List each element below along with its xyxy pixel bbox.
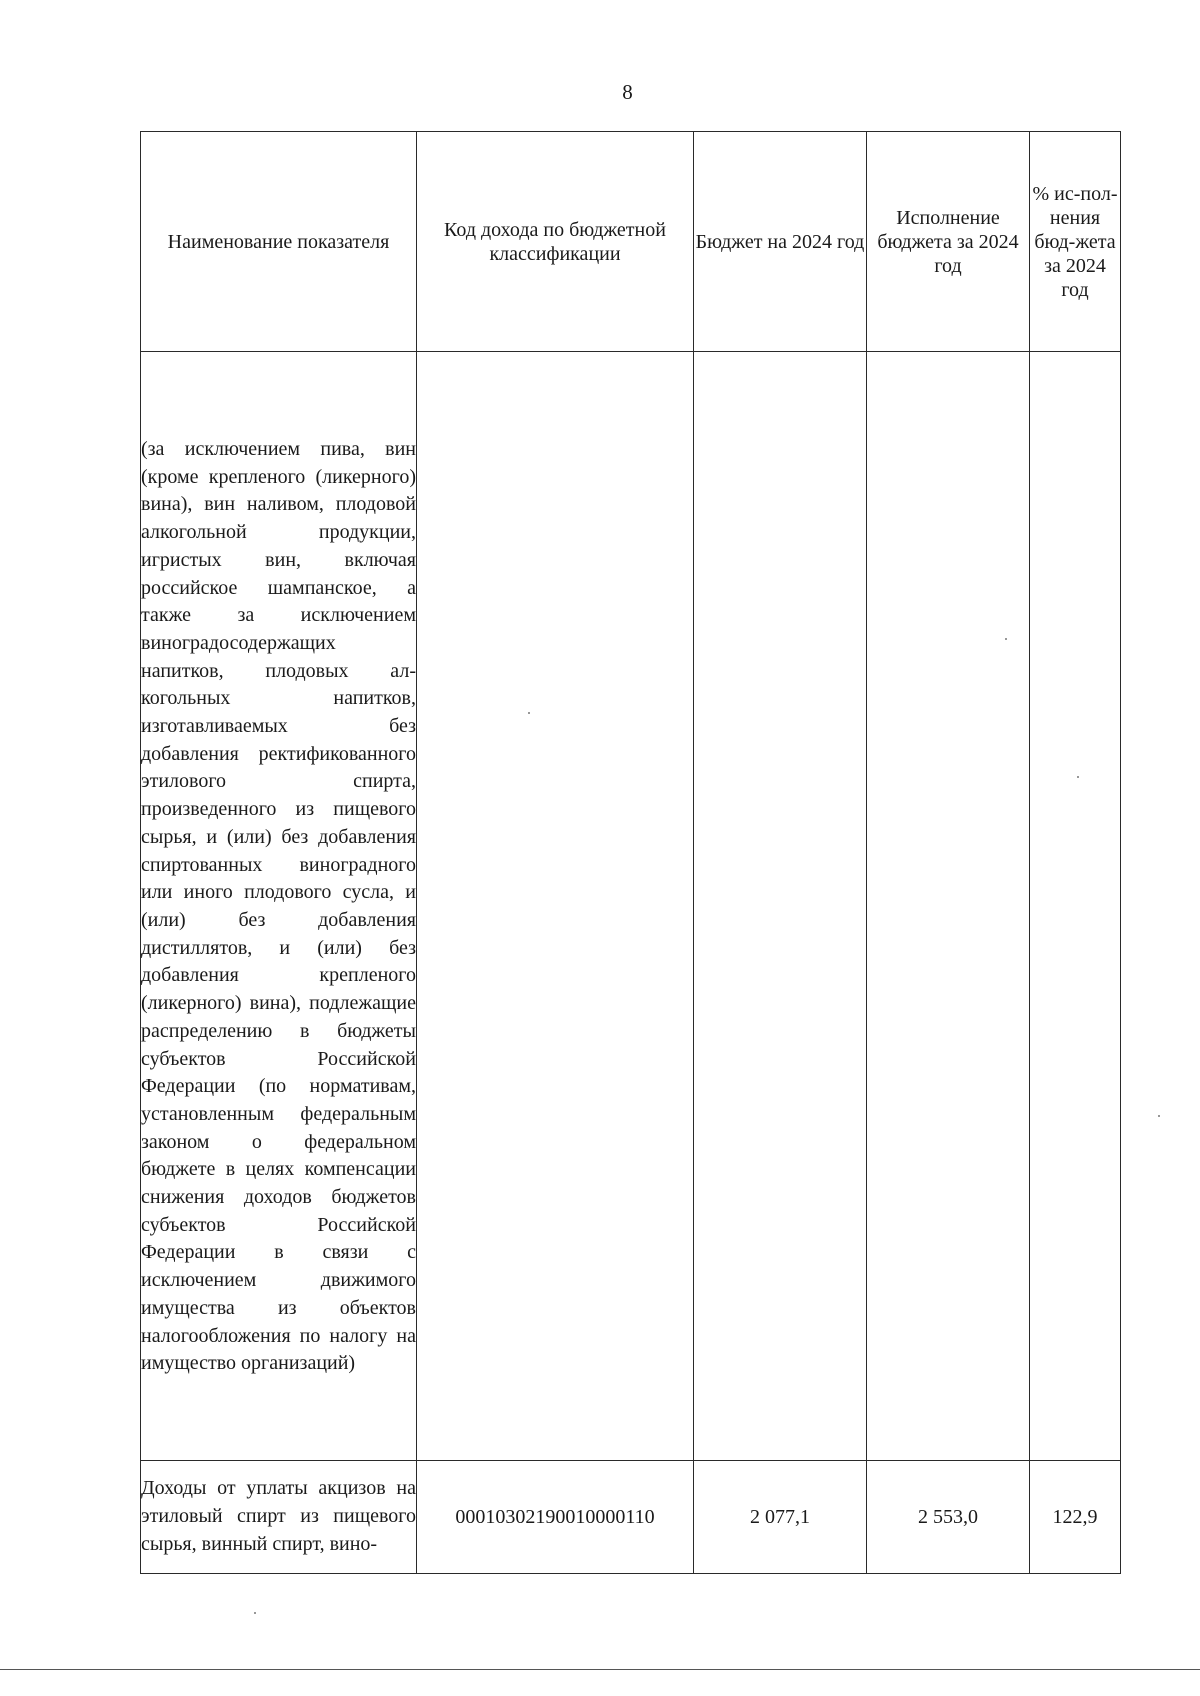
table-header-row [141,132,1121,352]
header-percent: % ис-пол-нения бюд-жета за 2024 год [1030,132,1121,352]
scan-speck [254,1612,256,1614]
scan-speck [1005,638,1007,640]
scan-speck [1077,776,1079,778]
row-percent [1030,352,1121,1461]
row-name: (за исключением пива, вин (кроме крепленого (ликерного) вина), вин наливом, плодовой алкогольной продукции, игристых вин, включая российское шампанское, а также за исключением виноградосодержащих напитков, плодовых алкогольных напитков, изготавливаемых без добавления ректификованного этилового спирта, произведенного из пищевого сырья, и (или) без добавления спиртованных виноградного или иного плодового сусла, и (или) без добавления дистиллятов, и (или) без добавления крепленого (ликерного) вина), подлежащие распределению в бюджеты субъектов Российской Федерации (по нормативам, установленным федеральным законом о федеральном бюджете в целях компенсации снижения доходов бюджетов субъектов Российской Федерации в связи с исключением движимого имущества из объектов налогообложения по налогу на имущество организаций) [141,352,417,1461]
header-budget: Бюджет на 2024 год [694,132,867,352]
row-execution: 2 553,0 [867,1461,1030,1574]
header-execution: Исполнение бюджета за 2024 год [867,132,1030,352]
table-row [141,352,1121,1461]
row-percent: 122,9 [1030,1461,1121,1574]
budget-table [140,131,1121,1574]
page-bottom-rule [0,1669,1200,1670]
row-code: 00010302190010000110 [417,1461,694,1574]
row-budget: 2 077,1 [694,1461,867,1574]
row-budget [694,352,867,1461]
header-name: Наименование показателя [141,132,417,352]
header-code: Код дохода по бюджетной классификации [417,132,694,352]
table-row [141,1461,1121,1574]
scan-speck [1158,1115,1160,1117]
row-code [417,352,694,1461]
row-execution [867,352,1030,1461]
page-number: 8 [622,80,633,104]
scan-speck [528,712,530,714]
row-name: Доходы от уплаты акцизов на этиловый спирт из пищевого сырья, винный спирт, вино- [141,1461,417,1574]
